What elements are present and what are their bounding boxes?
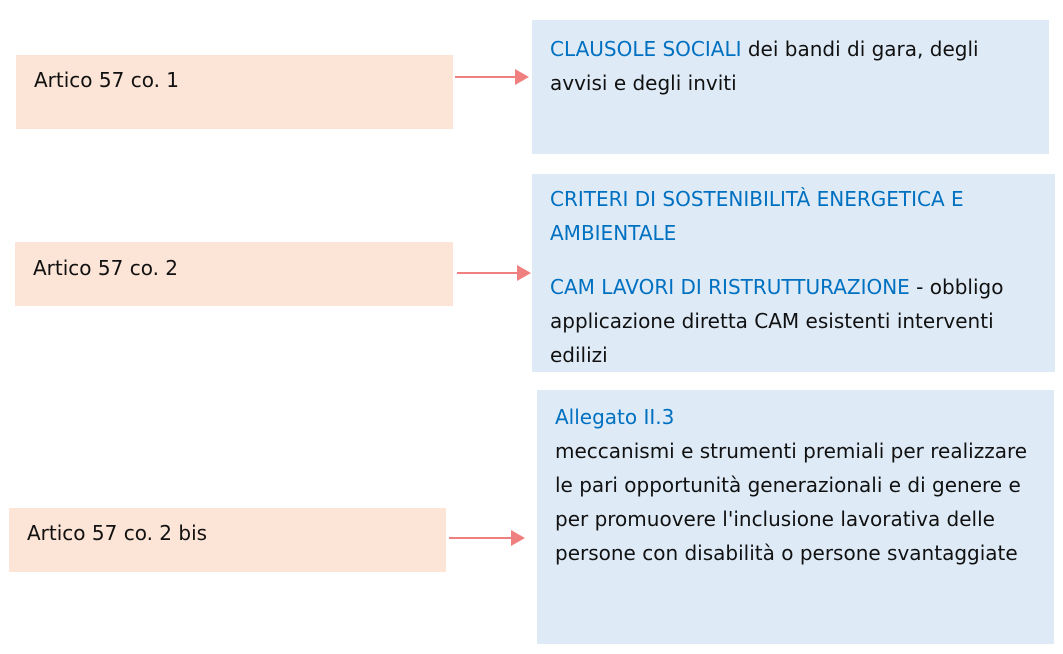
description-text: - obbligo applicazione diretta CAM esistenti interventi edilizi (550, 275, 1004, 367)
arrow-1 (455, 76, 527, 78)
description-text: meccanismi e strumenti premiali per realizzare le pari opportunità generazionali e di genere e per promuovere l'inclusione lavorativa delle persone con disabilità o persone svantaggiate (555, 439, 1028, 565)
article-box-2 (15, 242, 453, 306)
article-box-1 (16, 55, 453, 129)
highlight-text: CRITERI DI SOSTENIBILITÀ ENERGETICA E AMBIENTALE (550, 187, 964, 245)
article-label: Artico 57 co. 1 (34, 68, 180, 92)
highlight-text: Allegato II.3 (555, 405, 675, 429)
description-text: dei bandi di gara, degli avvisi e degli inviti (550, 37, 979, 95)
article-label: Artico 57 co. 2 (33, 256, 179, 280)
highlight-text: CLAUSOLE SOCIALI (550, 37, 742, 61)
description-box-1 (532, 20, 1049, 154)
article-box-3 (9, 508, 446, 572)
arrow-3 (449, 537, 523, 539)
highlight-text-2: CAM LAVORI DI RISTRUTTURAZIONE (550, 275, 910, 299)
arrow-2 (457, 272, 529, 274)
article-label: Artico 57 co. 2 bis (27, 521, 208, 545)
description-box-2 (532, 174, 1055, 372)
description-box-3 (537, 390, 1054, 644)
